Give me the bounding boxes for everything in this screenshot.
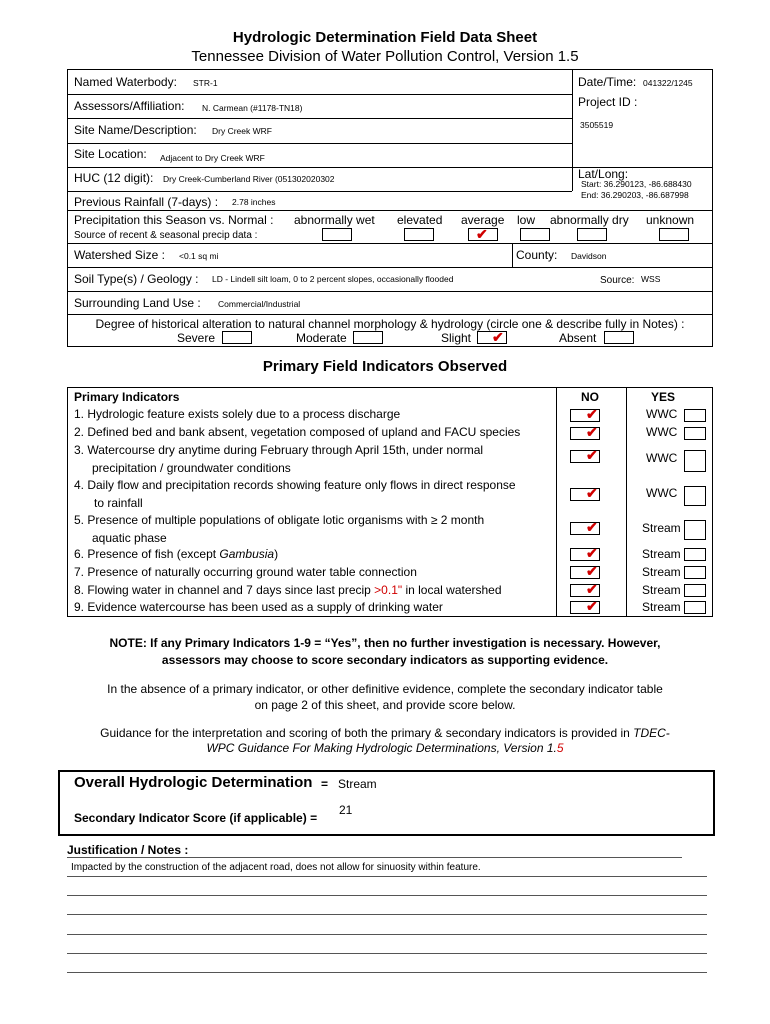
page-subtitle: Tennessee Division of Water Pollution Control, Version 1.5: [191, 48, 579, 65]
alteration-option-severe: Severe: [177, 331, 216, 345]
indicator-1-no-check-icon: ✔: [586, 406, 598, 422]
indicator-4-cont: to rainfall: [94, 496, 143, 510]
latlong-label: Lat/Long:: [578, 167, 629, 181]
indicator-6-yes-label: Stream: [642, 547, 681, 561]
lat-end-value[interactable]: End: 36.290203, -86.687998: [581, 190, 689, 200]
precip-option-low: low: [517, 213, 536, 227]
indicator-1: 1. Hydrologic feature exists solely due to a process discharge: [74, 407, 401, 421]
named-waterbody-value[interactable]: STR-1: [193, 78, 218, 88]
soil-value[interactable]: LD - Lindell silt loam, 0 to 2 percent slopes, occasionally flooded: [212, 274, 454, 284]
indicator-5-yes-label: Stream: [642, 521, 681, 535]
indicator-3-no-check-icon: ✔: [586, 447, 598, 463]
site-name-value[interactable]: Dry Creek WRF: [212, 126, 272, 136]
indicator-2: 2. Defined bed and bank absent, vegetation composed of upland and FACU species: [74, 425, 521, 439]
lat-start-value[interactable]: Start: 36.290123, -86.688430: [581, 179, 692, 189]
absence-line-1: In the absence of a primary indicator, or other definitive evidence, complete the secondary indicator table: [107, 682, 663, 696]
precip-checkbox-abnormally-wet[interactable]: [322, 228, 352, 241]
alteration-checkbox-absent[interactable]: [604, 331, 634, 344]
county-label: County:: [516, 248, 558, 262]
project-id-label: Project ID :: [578, 95, 638, 109]
indicator-2-yes-label: WWC: [646, 425, 678, 439]
precip-checkbox-low[interactable]: [520, 228, 550, 241]
site-location-value[interactable]: Adjacent to Dry Creek WRF: [160, 153, 265, 163]
secondary-score-label: Secondary Indicator Score (if applicable) =: [74, 811, 318, 825]
col-primary-indicators: Primary Indicators: [74, 390, 180, 404]
indicator-4-yes-label: WWC: [646, 486, 678, 500]
overall-eq: =: [321, 777, 329, 791]
indicator-6-yes-checkbox[interactable]: [684, 548, 706, 561]
indicator-4-no-check-icon: ✔: [586, 485, 598, 501]
alteration-option-slight: Slight: [441, 331, 472, 345]
source-value[interactable]: WSS: [641, 274, 661, 284]
county-value[interactable]: Davidson: [571, 251, 607, 261]
indicator-8-no-check-icon: ✔: [586, 581, 598, 597]
indicator-9-no-check-icon: ✔: [586, 598, 598, 614]
precip-label: Precipitation this Season vs. Normal :: [74, 213, 274, 227]
guidance-line-1: Guidance for the interpretation and scoring of both the primary & secondary indicators is provided in TDEC-: [100, 726, 670, 740]
precip-option-abnormally-dry: abnormally dry: [550, 213, 629, 227]
indicator-5-cont: aquatic phase: [92, 531, 167, 545]
land-use-value[interactable]: Commercial/Industrial: [218, 299, 301, 309]
indicator-4: 4. Daily flow and precipitation records showing feature only flows in direct response: [74, 478, 516, 492]
alteration-option-moderate: Moderate: [296, 331, 347, 345]
overall-label: Overall Hydrologic Determination: [74, 774, 313, 791]
site-location-label: Site Location:: [74, 147, 147, 161]
indicator-3: 3. Watercourse dry anytime during February through April 15th, under normal: [74, 443, 484, 457]
precip-option-average: average: [461, 213, 505, 227]
indicator-3-yes-label: WWC: [646, 451, 678, 465]
watershed-label: Watershed Size :: [74, 248, 165, 262]
named-waterbody-label: Named Waterbody:: [74, 75, 177, 89]
indicator-9-yes-checkbox[interactable]: [684, 601, 706, 614]
date-time-label: Date/Time:: [578, 75, 637, 89]
precip-average-check-icon: ✔: [476, 226, 488, 242]
col-no: NO: [581, 390, 599, 404]
soil-label: Soil Type(s) / Geology :: [74, 272, 199, 286]
indicator-1-yes-checkbox[interactable]: [684, 409, 706, 422]
indicator-2-yes-checkbox[interactable]: [684, 427, 706, 440]
site-name-label: Site Name/Description:: [74, 123, 197, 137]
overall-value[interactable]: Stream: [338, 777, 377, 791]
alteration-checkbox-severe[interactable]: [222, 331, 252, 344]
indicator-6: 6. Presence of fish (except Gambusia): [74, 547, 279, 561]
page-title: Hydrologic Determination Field Data Sheet: [232, 29, 538, 46]
precip-checkbox-elevated[interactable]: [404, 228, 434, 241]
alteration-label: Degree of historical alteration to natural channel morphology & hydrology (circle one & describe fully in Notes) :: [95, 317, 685, 331]
alteration-slight-check-icon: ✔: [492, 329, 504, 345]
indicator-4-yes-checkbox[interactable]: [684, 486, 706, 506]
indicator-5-yes-checkbox[interactable]: [684, 520, 706, 540]
date-time-value[interactable]: 041322/1245: [643, 78, 693, 88]
huc-label: HUC (12 digit):: [74, 171, 154, 185]
precip-source-label: Source of recent & seasonal precip data :: [74, 230, 258, 241]
source-label: Source:: [600, 275, 635, 286]
indicator-3-yes-checkbox[interactable]: [684, 450, 706, 472]
assessors-value[interactable]: N. Carmean (#1178-TN18): [202, 103, 303, 113]
guidance-line-2: WPC Guidance For Making Hydrologic Determinations, Version 1.5: [206, 741, 564, 755]
precip-option-abnormally-wet: abnormally wet: [294, 213, 375, 227]
indicator-3-cont: precipitation / groundwater conditions: [92, 461, 291, 475]
indicator-1-yes-label: WWC: [646, 407, 678, 421]
project-id-value[interactable]: 3505519: [580, 120, 614, 130]
land-use-label: Surrounding Land Use :: [74, 296, 201, 310]
rainfall-value[interactable]: 2.78 inches: [232, 197, 276, 207]
indicator-7: 7. Presence of naturally occurring ground water table connection: [74, 565, 417, 579]
secondary-score-value[interactable]: 21: [339, 803, 353, 817]
huc-value[interactable]: Dry Creek-Cumberland River (051302020302: [163, 174, 335, 184]
indicator-9: 9. Evidence watercourse has been used as a supply of drinking water: [74, 600, 443, 614]
indicator-8-yes-checkbox[interactable]: [684, 584, 706, 597]
notes-text[interactable]: Impacted by the construction of the adjacent road, does not allow for sinuosity within feature.: [71, 862, 481, 873]
indicator-5-no-check-icon: ✔: [586, 519, 598, 535]
note-line-1: NOTE: If any Primary Indicators 1-9 = “Yes”, then no further investigation is necessary. However,: [109, 636, 661, 650]
indicator-7-yes-checkbox[interactable]: [684, 566, 706, 579]
indicator-8: 8. Flowing water in channel and 7 days since last precip >0.1" in local watershed: [74, 583, 502, 597]
absence-line-2: on page 2 of this sheet, and provide score below.: [254, 698, 516, 712]
precip-option-elevated: elevated: [397, 213, 443, 227]
rainfall-label: Previous Rainfall (7-days) :: [74, 195, 219, 209]
watershed-value[interactable]: <0.1 sq mi: [179, 251, 219, 261]
alteration-checkbox-moderate[interactable]: [353, 331, 383, 344]
indicator-2-no-check-icon: ✔: [586, 424, 598, 440]
precip-checkbox-unknown[interactable]: [659, 228, 689, 241]
precip-checkbox-abnormally-dry[interactable]: [577, 228, 607, 241]
indicator-5: 5. Presence of multiple populations of obligate lotic organisms with ≥ 2 month: [74, 513, 485, 527]
indicator-6-no-check-icon: ✔: [586, 545, 598, 561]
primary-section-title: Primary Field Indicators Observed: [262, 358, 508, 375]
indicator-7-yes-label: Stream: [642, 565, 681, 579]
indicator-7-no-check-icon: ✔: [586, 563, 598, 579]
col-yes: YES: [651, 390, 676, 404]
precip-option-unknown: unknown: [646, 213, 695, 227]
note-line-2: assessors may choose to score secondary indicators as supporting evidence.: [161, 653, 609, 667]
indicator-9-yes-label: Stream: [642, 600, 681, 614]
indicator-8-yes-label: Stream: [642, 583, 681, 597]
alteration-option-absent: Absent: [559, 331, 597, 345]
notes-label: Justification / Notes :: [67, 843, 189, 857]
assessors-label: Assessors/Affiliation:: [74, 99, 185, 113]
